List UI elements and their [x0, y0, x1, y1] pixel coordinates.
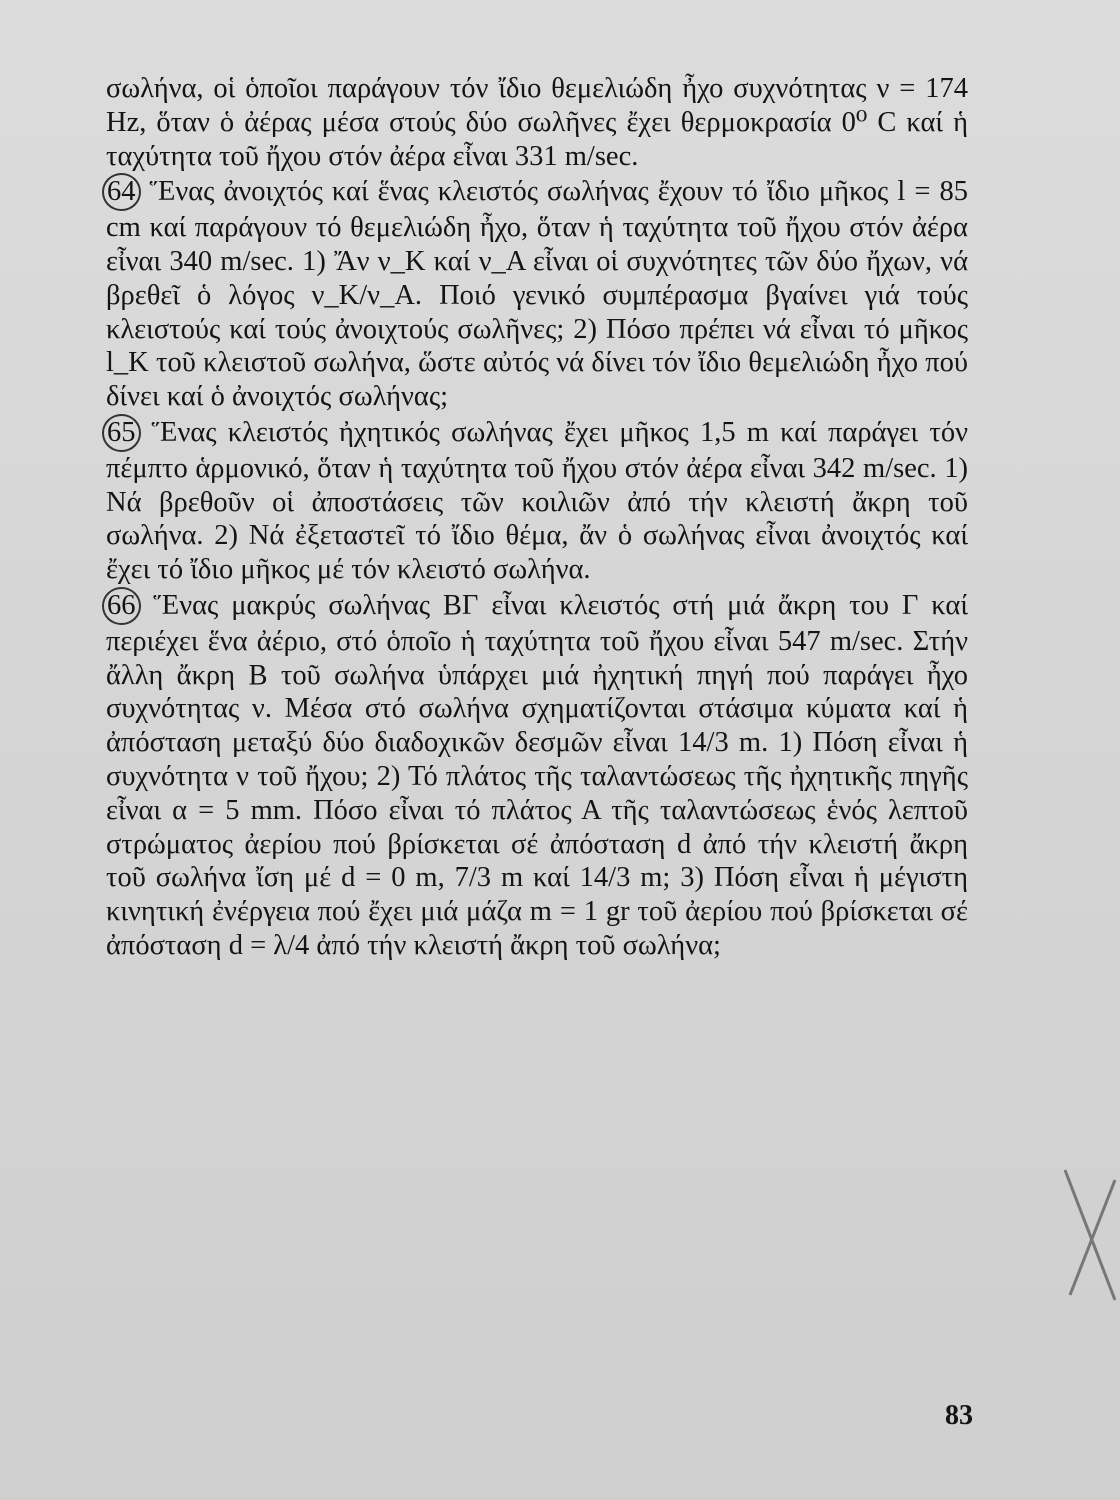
- problem-number-circled: 66: [102, 587, 141, 625]
- problem-66: [106, 587, 968, 963]
- pencil-mark: [1060, 1160, 1120, 1310]
- problem-text: Ἕνας μακρύς σωλήνας ΒΓ εἶναι κλειστός στή μιά ἄκρη του Γ καί περιέχει ἕνα ἀέριο, στό ὁποῖο ἡ ταχύτητα τοῦ ἤχου εἶναι 547 m/sec. Στήν ἄλλη ἄκρη Β τοῦ σωλήνα ὑπάρχει μιά ἠχητική πηγή πού παράγει ἦχο συχνότητας ν. Μέσα στό σωλήνα σχηματίζονται στάσιμα κύματα καί ἡ ἀπόσταση μεταξύ δύο διαδοχικῶν δεσμῶν εἶναι 14/3 m. 1) Πόση εἶναι ἡ συχνότητα ν τοῦ ἤχου; 2) Τό πλάτος τῆς ταλαντώσεως τῆς ἠχητικῆς πηγῆς εἶναι α = 5 mm. Πόσο εἶναι τό πλάτος Α τῆς ταλαντώσεως ἑνός λεπτοῦ στρώματος ἀερίου πού βρίσκεται σέ ἀπόσταση d ἀπό τήν κλειστή ἄκρη τοῦ σωλήνα ἴση μέ d = 0 m, 7/3 m καί 14/3 m; 3) Πόση εἶναι ἡ μέγιστη κινητική ἐνέργεια πού ἔχει μιά μάζα m = 1 gr τοῦ ἀερίου πού βρίσκεται σέ ἀπόσταση d = λ/4 ἀπό τήν κλειστή ἄκρη τοῦ σωλήνα;: [106, 589, 969, 961]
- problem-number-circled: 64: [102, 173, 141, 211]
- problem-64: [106, 173, 968, 414]
- continued-paragraph: σωλήνα, οἱ ὁποῖοι παράγουν τόν ἴδιο θεμελιώδη ἦχο συχνότητας ν = 174 Hz, ὅταν ὁ ἀέρας μέσα στούς δύο σωλῆνες ἔχει θερμοκρασία 0⁰ C καί ἡ ταχύτητα τοῦ ἤχου στόν ἀέρα εἶναι 331 m/sec.: [106, 73, 968, 172]
- problem-text: Ἕνας ἀνοιχτός καί ἕνας κλειστός σωλήνας ἔχουν τό ἴδιο μῆκος l = 85 cm καί παράγουν τό θεμελιώδη ἦχο, ὅταν ἡ ταχύτητα τοῦ ἤχου στόν ἀέρα εἶναι 340 m/sec. 1) Ἄν ν_K καί ν_A εἶναι οἱ συχνότητες τῶν δύο ἤχων, νά βρεθεῖ ὁ λόγος ν_K/ν_A. Ποιό γενικό συμπέρασμα βγαίνει γιά τούς κλειστούς καί τούς ἀνοιχτούς σωλῆνες; 2) Πόσο πρέπει νά εἶναι τό μῆκος l_K τοῦ κλειστοῦ σωλήνα, ὥστε αὐτός νά δίνει τόν ἴδιο θεμελιώδη ἦχο πού δίνει καί ὁ ἀνοιχτός σωλήνας;: [106, 176, 968, 413]
- problem-text-block: [106, 72, 968, 963]
- problem-number-circled: 65: [102, 414, 141, 452]
- problem-text: Ἕνας κλειστός ἠχητικός σωλήνας ἔχει μῆκος 1,5 m καί παράγει τόν πέμπτο ἁρμονικό, ὅταν ἡ ταχύτητα τοῦ ἤχου στόν ἀέρα εἶναι 342 m/sec. 1) Νά βρεθοῦν οἱ ἀποστάσεις τῶν κοιλιῶν ἀπό τήν κλειστή ἄκρη τοῦ σωλήνα. 2) Νά ἐξεταστεῖ τό ἴδιο θέμα, ἄν ὁ σωλήνας εἶναι ἀνοιχτός καί ἔχει τό ἴδιο μῆκος μέ τόν κλειστό σωλήνα.: [106, 416, 968, 586]
- problem-65: [106, 414, 968, 587]
- page-number: 83: [945, 1400, 973, 1431]
